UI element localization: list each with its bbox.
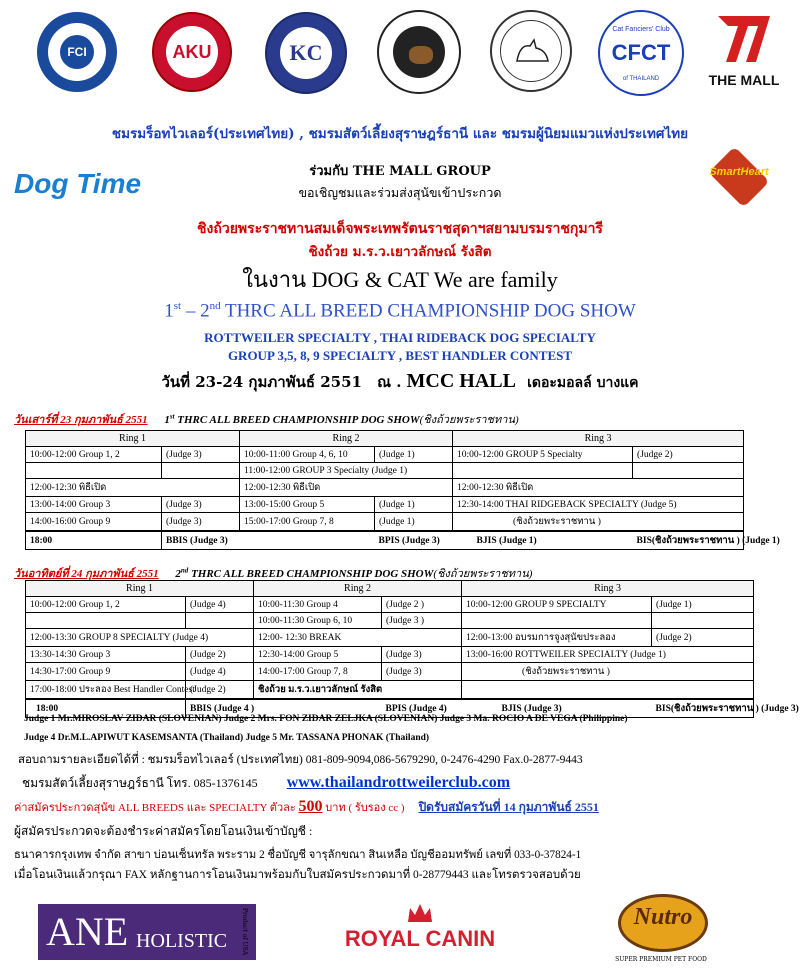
day2-title	[175, 568, 532, 580]
table-row	[26, 463, 744, 479]
contact-line-2-row	[22, 772, 510, 793]
table-cell: 14:00-17:00 Group 7, 8	[254, 663, 382, 681]
table-cell: (Judge 1)	[375, 513, 453, 532]
table-cell: 14:00-16:00 Group 9	[26, 513, 162, 532]
show-num-1: 1	[164, 300, 174, 322]
dog-time-text: Dog Time	[14, 168, 142, 199]
table-cell: (Judge 2)	[186, 681, 254, 700]
table-row	[26, 629, 754, 647]
table-cell: ชิงถ้วย ม.ร.ว.เยาวลักษณ์ รังสิต	[254, 681, 462, 700]
show-sup-st: st	[173, 300, 182, 312]
table-cell: 10:00-11:30 Group 4	[254, 597, 382, 613]
table-cell: 10:00-12:00 Group 1, 2	[26, 447, 162, 463]
day2-ring1-header: Ring 1	[26, 581, 254, 597]
table-row	[26, 447, 744, 463]
table-cell	[633, 463, 744, 479]
table-cell	[162, 463, 240, 479]
nutro-subtitle: SUPER PREMIUM PET FOOD	[615, 956, 707, 963]
cfct-bottom-text: of THAILAND	[622, 76, 660, 82]
table-cell: 12:00-13:00 อบรมการจูงสุนัขประลอง	[462, 629, 652, 647]
organizers-line: ชมรมร็อทไวเลอร์(ประเทศไทย) , ชมรมสัตว์เลี้ยงสุราษฎร์ธานี และ ชมรมผู้นิยมแมวแห่งประเทศไทย	[111, 126, 689, 142]
table-cell: 12:00-12:30 พิธีเปิด	[240, 479, 453, 497]
mrw-trophy-line: ชิงถ้วย ม.ร.ว.เยาวลักษณ์ รังสิต	[308, 244, 492, 260]
royal-canin-logo	[330, 902, 510, 962]
table-cell: 10:00-12:00 GROUP 9 SPECIALTY	[462, 597, 652, 613]
contact-line-2: ชมรมสัตว์เลี้ยงสุราษฎร์ธานี โทร. 085-1376145	[22, 776, 258, 790]
table-row	[26, 613, 754, 629]
ane-side-text: Product of USA	[240, 907, 248, 956]
table-cell: 15:00-17:00 Group 7, 8	[240, 513, 375, 532]
ane-holistic-logo	[38, 904, 256, 960]
table-cell: (Judge 1)	[375, 447, 453, 463]
table-cell: (Judge 3 )	[382, 613, 462, 629]
fee-amount: 500	[298, 798, 323, 815]
fci-logo	[37, 12, 117, 92]
day2-ring-header	[26, 581, 754, 597]
aku-text: AKU	[172, 41, 212, 62]
table-cell: (Judge 2)	[633, 447, 744, 463]
website-link[interactable]: www.thailandrottweilerclub.com	[286, 774, 511, 791]
specialty-line-1: ROTTWEILER SPECIALTY , THAI RIDEBACK DOG SPECIALTY	[204, 330, 596, 345]
day2-trophy: (ชิงถ้วยพระราชทาน)	[433, 568, 533, 580]
rottweiler-club-logo	[377, 10, 461, 94]
day1-heading	[14, 410, 519, 428]
table-cell: (Judge 3)	[162, 497, 240, 513]
cfct-top-text: Cat Fanciers' Club	[612, 26, 670, 33]
table-cell: 14:30-17:00 Group 9	[26, 663, 186, 681]
day2-schedule-table	[25, 580, 799, 718]
bis-time: 18:00	[26, 531, 162, 550]
day1-num: 1	[164, 414, 170, 426]
payment-line-3: เมื่อโอนเงินแล้วกรุณา FAX หลักฐานการโอนเงินมาพร้อมกับใบสมัครประกวดมาที่ 0-28779443 และโทรตรวจสอบด้วย	[14, 869, 581, 881]
nutro-text: Nutro	[633, 904, 693, 930]
specialty-line-2: GROUP 3,5, 8, 9 SPECIALTY , BEST HANDLER CONTEST	[227, 348, 573, 363]
pet-club-logo	[490, 10, 572, 92]
day1-title-text: THRC ALL BREED CHAMPIONSHIP DOG SHOW	[174, 414, 420, 426]
table-cell: 13:00-16:00 ROTTWEILER SPECIALTY (Judge 1)	[462, 647, 754, 663]
event-date: วันที่ 23-24 กุมภาพันธ์ 2551	[161, 373, 362, 391]
the-mall-text: THE MALL	[708, 72, 780, 88]
table-cell: 10:00-12:00 Group 1, 2	[26, 597, 186, 613]
fee-line	[14, 798, 599, 817]
table-cell: 12:30-14:00 Group 5	[254, 647, 382, 663]
table-cell: (Judge 1)	[375, 497, 453, 513]
table-row	[26, 663, 754, 681]
with-the-mall-line: ร่วมกับ THE MALL GROUP	[309, 164, 491, 179]
day2-title-text: THRC ALL BREED CHAMPIONSHIP DOG SHOW	[188, 568, 434, 580]
date-venue-line	[0, 370, 800, 394]
day1-sup: st	[169, 412, 175, 421]
bbis-cell: BBIS (Judge 3)	[162, 531, 375, 550]
table-cell: (Judge 2)	[652, 629, 754, 647]
table-cell: 12:30-14:00 THAI RIDGEBACK SPECIALTY (Judge 5)	[453, 497, 744, 513]
table-cell: 12:00-12:30 พิธีเปิด	[26, 479, 240, 497]
day2-sup: nd	[180, 566, 189, 575]
table-row	[26, 497, 744, 513]
day1-ring2-header: Ring 2	[240, 431, 453, 447]
table-cell: (ชิงถ้วยพระราชทาน )	[453, 513, 744, 532]
table-row	[26, 647, 754, 663]
day1-title	[164, 414, 518, 426]
nutro-logo	[606, 894, 716, 972]
fee-prefix: ค่าสมัครประกวดสุนัข ALL BREEDS และ SPECIALTY ตัวละ	[14, 802, 299, 814]
table-row	[26, 681, 754, 700]
cfct-text: CFCT	[611, 40, 671, 65]
table-cell: 12:00- 12:30 BREAK	[254, 629, 462, 647]
fci-text: FCI	[67, 45, 87, 59]
day2-ring3-header: Ring 3	[462, 581, 754, 597]
deadline: ปิดรับสมัครวันที่ 14 กุมภาพันธ์ 2551	[418, 800, 599, 814]
day2-date: วันอาทิตย์ที่ 24 กุมภาพันธ์ 2551	[14, 568, 159, 580]
table-cell	[652, 613, 754, 629]
table-cell: (Judge 3)	[382, 647, 462, 663]
bbis-cell: BBIS (Judge 4 )	[186, 699, 382, 718]
contact-line-1: สอบถามรายละเอียดได้ที่ : ชมรมร็อทไวเลอร์ (ประเทศไทย) 081-809-9094,086-5679290, 0-2476-4290 Fax.0-2877-9443	[18, 754, 583, 766]
table-cell: (Judge 2)	[186, 647, 254, 663]
venue-name: MCC HALL	[406, 370, 516, 392]
payment-line-2: ธนาคารกรุงเทพ จำกัด สาขา บ่อนเซ็นทรัล พระราม 2 ชื่อบัญชี จารุลักขณา สินเหลือ บัญชีออมทรัพย์ เลขที่ 033-0-37824-1	[14, 849, 582, 861]
bis-cell: BIS(ชิงถ้วยพระราชทาน ) (Judge 3)	[652, 699, 754, 718]
table-cell: (Judge 3)	[162, 447, 240, 463]
table-cell: 11:00-12:00 GROUP 3 Specialty (Judge 1)	[240, 463, 453, 479]
fee-suffix: บาท ( รับรอง cc )	[322, 802, 405, 814]
table-cell: (Judge 1)	[652, 597, 754, 613]
cfct-logo	[598, 10, 684, 96]
holistic-text: HOLISTIC	[136, 930, 228, 952]
day1-schedule-table	[25, 430, 780, 550]
table-cell: (Judge 4)	[186, 597, 254, 613]
table-row	[26, 513, 744, 532]
table-cell	[453, 463, 633, 479]
table-row	[26, 479, 744, 497]
bpis-cell: BPIS (Judge 3)	[375, 531, 453, 550]
table-cell: 13:30-14:30 Group 3	[26, 647, 186, 663]
event-title	[0, 262, 800, 297]
table-cell: (Judge 4)	[186, 663, 254, 681]
day1-ring-header	[26, 431, 744, 447]
table-cell: (Judge 3)	[382, 663, 462, 681]
ane-text: ANE	[46, 909, 129, 954]
venue-place: เดอะมอลล์ บางแค	[527, 375, 639, 391]
crown-icon	[406, 902, 434, 924]
table-cell	[462, 613, 652, 629]
table-cell: 12:00-12:30 พิธีเปิด	[453, 479, 744, 497]
bjis-cell: BJIS (Judge 3)	[462, 699, 652, 718]
table-cell	[186, 613, 254, 629]
day1-bis-row	[26, 531, 744, 550]
bis-time: 18:00	[26, 699, 186, 718]
day2-ring2-header: Ring 2	[254, 581, 462, 597]
table-cell: 17:00-18:00 ประลอง Best Handler Contest	[26, 681, 186, 700]
judges-line-1: Judge 1 Mr.MIROSLAV ZIDAR (SLOVENIAN) Judge 2 Mrs. FON ZIDAR ZELJKA (SLOVENIAN) Judge 3 Ma. ROCIO A DE VEGA (Philippine)	[24, 714, 628, 724]
bjis-cell: BJIS (Judge 1)	[453, 531, 633, 550]
judges-line-2: Judge 4 Dr.M.L.APIWUT KASEMSANTA (Thailand) Judge 5 Mr. TASSANA PHONAK (Thailand)	[24, 733, 430, 743]
table-cell	[26, 613, 186, 629]
event-name: DOG & CAT We are family	[311, 267, 558, 292]
table-row	[26, 597, 754, 613]
aku-logo	[152, 12, 232, 92]
table-cell	[462, 681, 754, 700]
royal-canin-text: ROYAL CANIN	[344, 926, 496, 951]
table-cell: 10:00-11:00 Group 4, 6, 10	[240, 447, 375, 463]
show-title	[0, 300, 800, 322]
invitation-line: ขอเชิญชมและร่วมส่งสุนัขเข้าประกวด	[298, 185, 502, 200]
event-prefix: ในงาน	[242, 267, 312, 292]
show-dash: – 2	[181, 300, 210, 322]
table-cell: 12:00-13:30 GROUP 8 SPECIALTY (Judge 4)	[26, 629, 254, 647]
bpis-cell: BPIS (Judge 4)	[382, 699, 462, 718]
table-cell	[26, 463, 162, 479]
day1-ring3-header: Ring 3	[453, 431, 744, 447]
day1-date: วันเสาร์ที่ 23 กุมภาพันธ์ 2551	[14, 414, 148, 426]
table-cell: 10:00-11:30 Group 6, 10	[254, 613, 382, 629]
the-mall-logo	[708, 10, 780, 90]
kennel-club-logo	[265, 12, 347, 94]
table-cell: 13:00-14:00 Group 3	[26, 497, 162, 513]
show-sup-nd: nd	[209, 300, 221, 312]
table-cell: (ชิงถ้วยพระราชทาน )	[462, 663, 754, 681]
smartheart-text: SmartHeart	[709, 166, 769, 178]
payment-line-1: ผู้สมัครประกวดจะต้องชำระค่าสมัครโดยโอนเงินเข้าบัญชี :	[14, 824, 313, 838]
at-label: ณ .	[377, 373, 402, 391]
table-cell: 13:00-15:00 Group 5	[240, 497, 375, 513]
bis-cell: BIS(ชิงถ้วยพระราชทาน ) (Judge 1)	[633, 531, 744, 550]
kc-text: KC	[289, 40, 323, 65]
table-cell: (Judge 2 )	[382, 597, 462, 613]
royal-trophy-line: ชิงถ้วยพระราชทานสมเด็จพระเทพรัตนราชสุดาฯสยามบรมราชกุมารี	[197, 221, 603, 237]
day1-ring1-header: Ring 1	[26, 431, 240, 447]
day1-trophy: (ชิงถ้วยพระราชทาน)	[419, 414, 519, 426]
day2-num: 2	[175, 568, 181, 580]
show-title-rest: THRC ALL BREED CHAMPIONSHIP DOG SHOW	[220, 300, 636, 322]
table-cell: (Judge 3)	[162, 513, 240, 532]
table-cell: 10:00-12:00 GROUP 5 Specialty	[453, 447, 633, 463]
